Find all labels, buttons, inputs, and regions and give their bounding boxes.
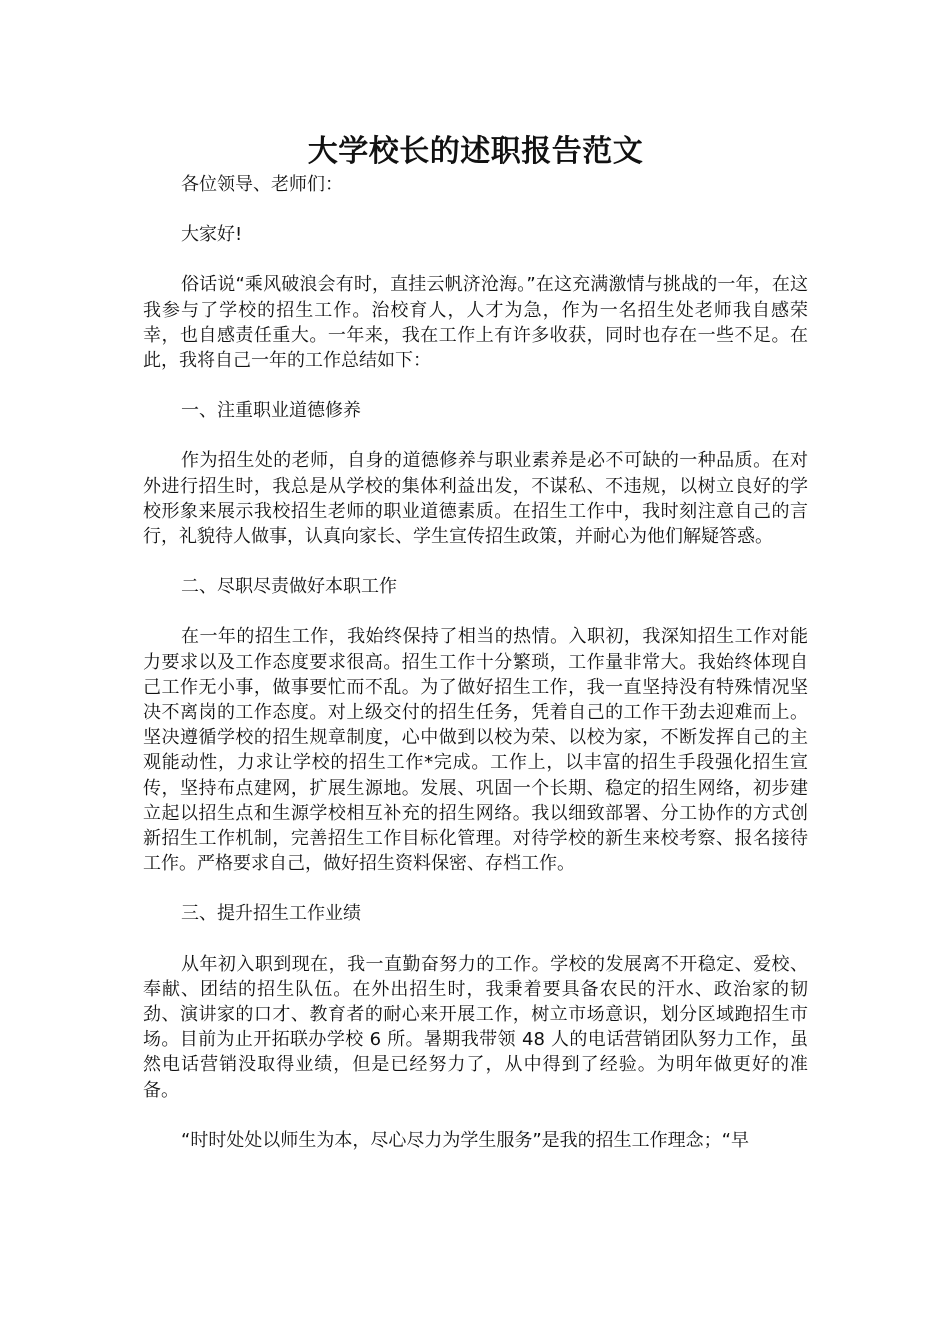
intro-paragraph: 俗话说“乘风破浪会有时，直挂云帆济沧海。”在这充满激情与挑战的一年，在这我参与了学校的招生工作。治校育人，人才为急，作为一名招生处老师我自感荣幸，也自感责任重大。一年来，我在工作上有许多收获，同时也存在一些不足。在此，我将自己一年的工作总结如下： <box>143 274 808 372</box>
section-heading-1: 一、注重职业道德修养 <box>181 400 361 422</box>
greeting: 大家好! <box>181 224 243 246</box>
section-body-2: 在一年的招生工作，我始终保持了相当的热情。入职初，我深知招生工作对能力要求以及工作态度要求很高。招生工作十分繁琐，工作量非常大。我始终体现自己工作无小事，做事要忙而不乱。为了做好招生工作，我一直坚持没有特殊情况坚决不离岗的工作态度。对上级交付的招生任务，凭着自己的工作干劲去迎难而上。坚决遵循学校的招生规章制度，心中做到以校为荣、以校为家，不断发挥自己的主观能动性，力求让学校的招生工作*完成。工作上，以丰富的招生手段强化招生宣传，坚持布点建网，扩展生源地。发展、巩固一个长期、稳定的招生网络，初步建立起以招生点和生源学校相互补充的招生网络。我以细致部署、分工协作的方式创新招生工作机制，完善招生工作目标化管理。对待学校的新生来校考察、报名接待工作。严格要求自己，做好招生资料保密、存档工作。 <box>143 626 808 875</box>
document-body <box>143 132 808 1153</box>
closing-fragment: “时时处处以师生为本，尽心尽力为学生服务”是我的招生工作理念；“早 <box>181 1129 749 1151</box>
salutation: 各位领导、老师们： <box>181 174 343 195</box>
document-title: 大学校长的述职报告范文 <box>307 134 644 169</box>
section-body-3: 从年初入职到现在，我一直勤奋努力的工作。学校的发展离不开稳定、爱校、奉献、团结的招生队伍。在外出招生时，我秉着要具备农民的汗水、政治家的韧劲、演讲家的口才、教育者的耐心来开展工作，树立市场意识，划分区域跑招生市场。目前为止开拓联办学校 6 所。暑期我带领 48 人的电话营销团队努力工作，虽然电话营销没取得业绩，但是已经努力了，从中得到了经验。为明年做更好的准备。 <box>143 953 808 1101</box>
section-heading-3: 三、提升招生工作业绩 <box>181 903 361 925</box>
section-heading-2: 二、尽职尽责做好本职工作 <box>181 576 397 598</box>
section-body-1: 作为招生处的老师，自身的道德修养与职业素养是必不可缺的一种品质。在对外进行招生时，我总是从学校的集体利益出发，不谋私、不违规，以树立良好的学校形象来展示我校招生老师的职业道德素质。在招生工作中，我时刻注意自己的言行，礼貌待人做事，认真向家长、学生宣传招生政策，并耐心为他们解疑答惑。 <box>143 450 808 548</box>
